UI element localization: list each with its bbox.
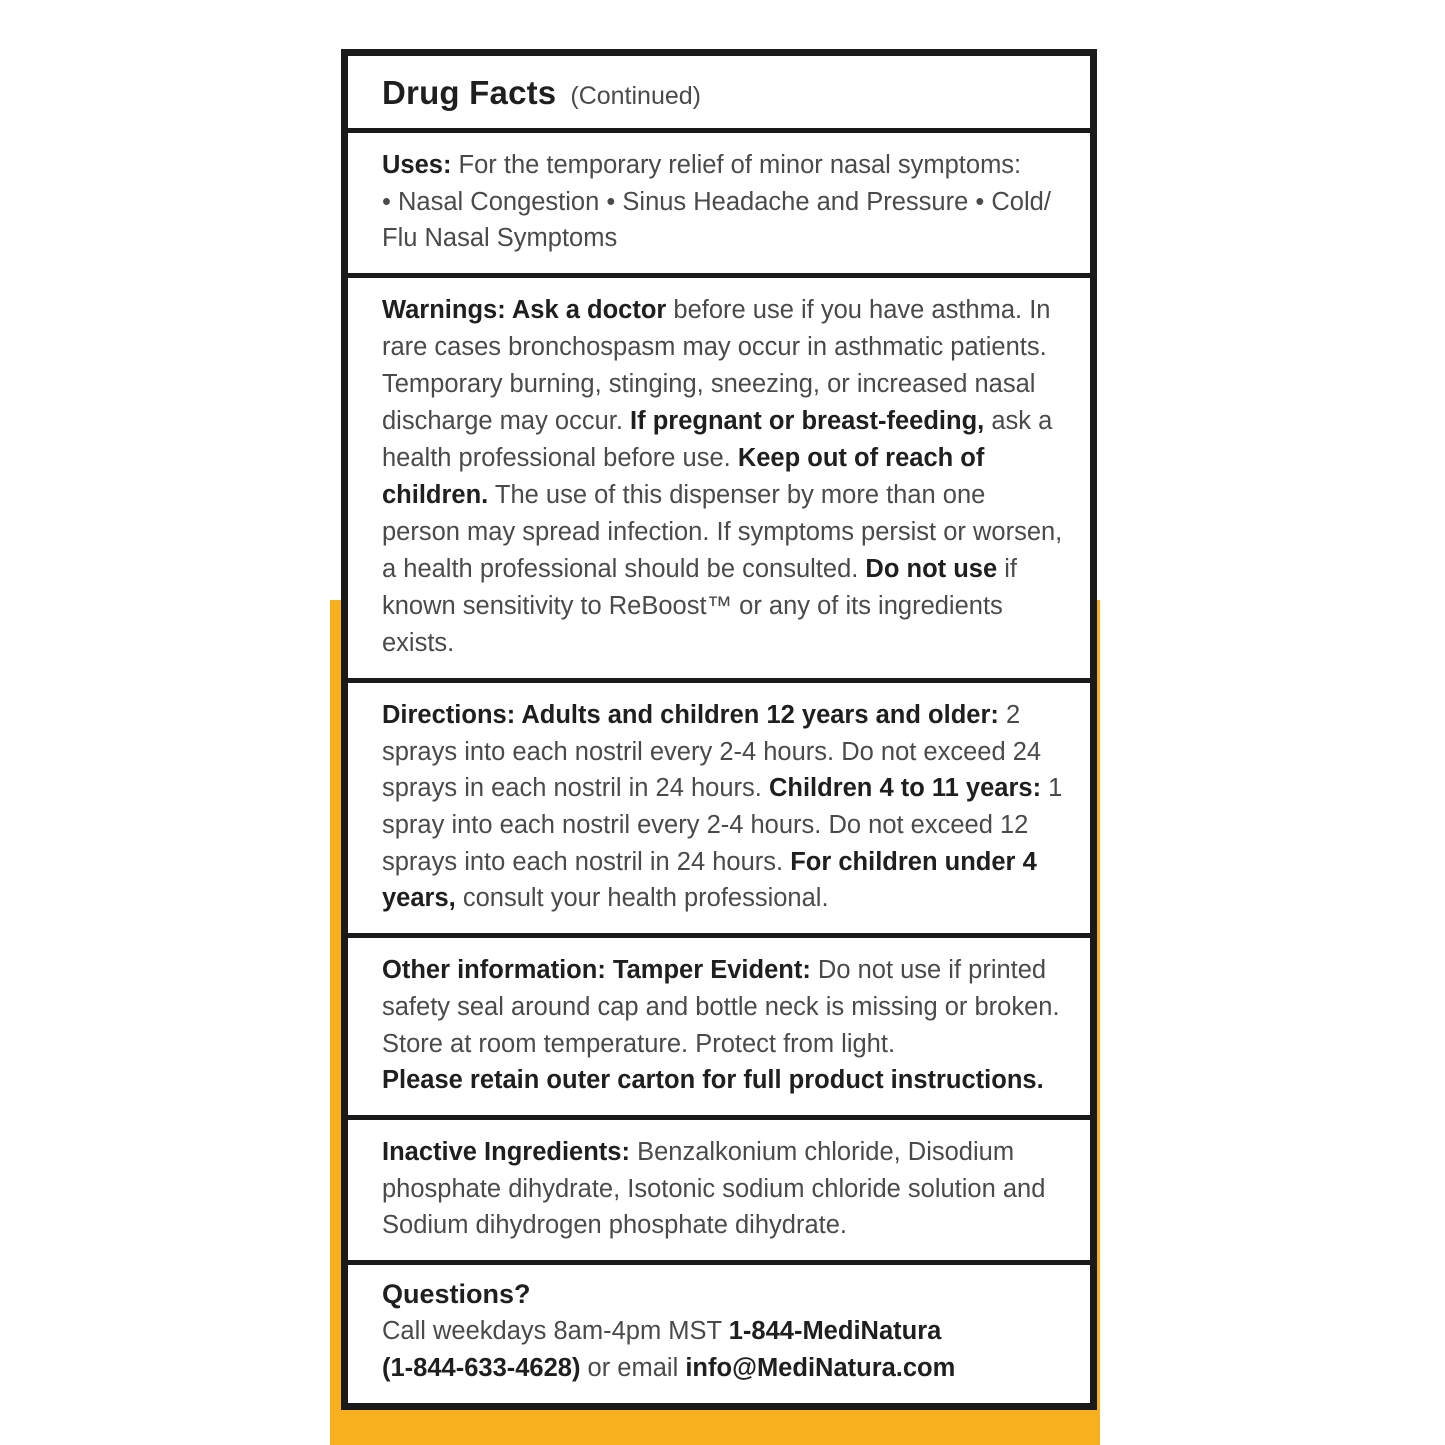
inactive-ingredients-list: Benzalkonium chloride, Disodium phosphate dihydrate, Isotonic sodium chloride solution and Sodium dihydrogen phosphate dihydrate.	[382, 1138, 1046, 1240]
phone-number-vanity: 1-844-MediNatura	[728, 1317, 942, 1346]
questions-email-line	[382, 1350, 1070, 1387]
warnings-pregnant-bold: If pregnant or breast-feeding,	[630, 407, 985, 436]
tamper-evident-text: Do not use if printed safety seal around cap and bottle neck is missing or broken.	[382, 956, 1060, 1021]
directions-d1: 2 sprays into each nostril every 2-4 hours. Do not exceed 24 sprays in each nostril in 24 hours.	[382, 700, 1042, 803]
title-continued-note: (Continued)	[570, 82, 702, 110]
retain-carton-note	[382, 1062, 1070, 1099]
uses-text	[382, 147, 1070, 257]
directions-adults-bold: Adults and children 12 years and older:	[515, 700, 999, 729]
warnings-p2: ask a health professional before use.	[382, 407, 1053, 473]
directions-d2: 1 spray into each nostril every 2-4 hours. Do not exceed 12 sprays into each nostril in 24 hours.	[382, 774, 1063, 876]
section-uses	[348, 133, 1090, 278]
questions-call-text: Call weekdays 8am-4pm MST	[382, 1317, 729, 1346]
uses-intro: For the temporary relief of minor nasal symptoms:	[451, 151, 1022, 179]
directions-children-bold: Children 4 to 11 years:	[768, 774, 1042, 803]
inactive-ingredients-text	[382, 1134, 1070, 1244]
section-inactive-ingredients	[348, 1120, 1090, 1265]
warnings-p1: before use if you have asthma. In rare cases bronchospasm may occur in asthmatic patients. Temporary burning, stinging, sneezing, or increased nasal discharge may occur.	[382, 296, 1051, 436]
questions-email-prefix: or email	[580, 1353, 686, 1382]
warnings-text	[382, 292, 1070, 662]
warnings-p4: if known sensitivity to ReBoost™ or any of its ingredients exists.	[382, 554, 1018, 657]
warnings-keep-out-bold: Keep out of reach of children.	[382, 444, 985, 509]
section-questions	[348, 1265, 1090, 1402]
warnings-heading: Warnings:	[382, 296, 506, 325]
section-other-information	[348, 938, 1090, 1120]
warnings-ask-doctor: Ask a doctor	[505, 296, 667, 325]
directions-d3: consult your health professional.	[455, 884, 829, 913]
directions-text	[382, 697, 1070, 917]
tamper-evident-bold: Tamper Evident:	[605, 956, 811, 985]
storage-text: Store at room temperature. Protect from light.	[382, 1029, 896, 1058]
phone-number-digits: (1-844-633-4628)	[382, 1353, 581, 1382]
directions-under4-bold: For children under 4 years,	[382, 847, 1037, 913]
drug-facts-title-row	[348, 56, 1090, 133]
questions-heading: Questions?	[382, 1279, 531, 1310]
questions-call-line	[382, 1313, 1070, 1350]
drug-facts-panel	[341, 49, 1097, 1410]
section-warnings	[348, 278, 1090, 683]
other-info-heading: Other information:	[382, 956, 606, 985]
other-info-text	[382, 952, 1070, 1025]
uses-bullets: • Nasal Congestion • Sinus Headache and Pressure • Cold/ Flu Nasal Symptoms	[382, 187, 1051, 253]
directions-heading: Directions:	[382, 700, 516, 729]
section-directions	[348, 683, 1090, 938]
inactive-ingredients-heading: Inactive Ingredients:	[382, 1138, 630, 1167]
email-address: info@MediNatura.com	[685, 1353, 956, 1382]
uses-heading: Uses:	[382, 151, 452, 179]
warnings-donotuse-bold: Do not use	[865, 554, 998, 583]
warnings-p3: The use of this dispenser by more than one person may spread infection. If symptoms persist or worsen, a health professional should be consulted.	[382, 481, 1063, 583]
page-title: Drug Facts	[382, 74, 557, 111]
retain-carton-bold: Please retain outer carton for full product instructions.	[382, 1066, 1044, 1095]
